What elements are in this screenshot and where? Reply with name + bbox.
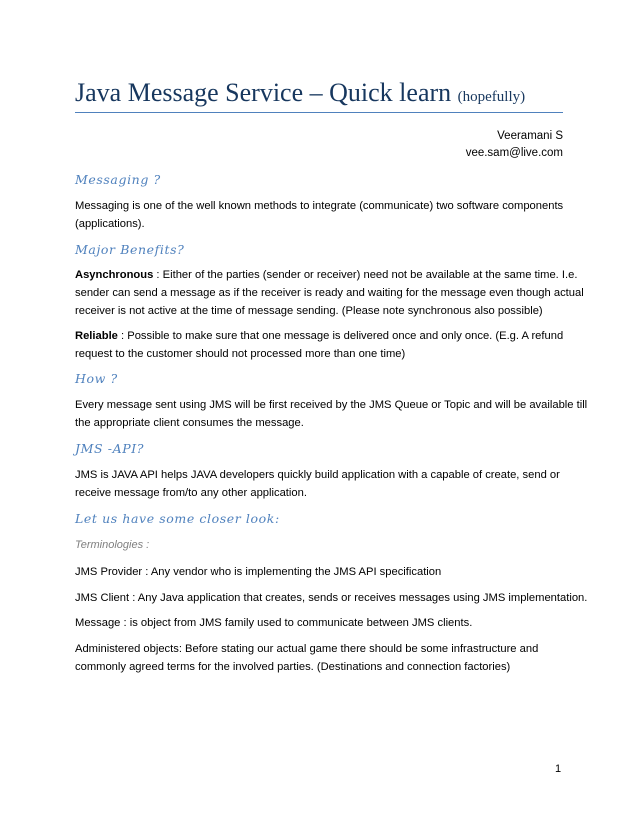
asynchronous-line-1	[75, 266, 578, 284]
how-line-2: the appropriate client consumes the message.	[75, 417, 304, 429]
author-name: Veeramani S	[497, 130, 563, 142]
asynchronous-text: : Either of the parties (sender or receiver) need not be available at the same time. I.e.	[153, 269, 578, 281]
reliable-text: : Possible to make sure that one message is delivered once and only once. (E.g. A refund	[117, 330, 564, 342]
jms-provider-definition: JMS Provider : Any vendor who is implementing the JMS API specification	[75, 566, 442, 578]
message-definition: Message : is object from JMS family used to communicate between JMS clients.	[75, 617, 473, 629]
reliable-line-2: request to the customer should not processed more than one time)	[75, 348, 406, 360]
heading-jms-api: JMS -API?	[75, 441, 145, 456]
heading-how: How ?	[75, 371, 118, 386]
how-line-1: Every message sent using JMS will be first received by the JMS Queue or Topic and will be available till	[75, 399, 588, 411]
heading-closer-look: Let us have some closer look:	[75, 511, 280, 526]
title-main: Java Message Service – Quick learn	[75, 78, 452, 107]
reliable-term: Reliable	[75, 330, 118, 342]
title-underline	[75, 112, 563, 113]
asynchronous-line-2: sender can send a message as if the receiver is ready and waiting for the message even though actual	[75, 287, 584, 299]
administered-objects-line-1: Administered objects: Before stating our actual game there should be some infrastructure and	[75, 643, 539, 655]
jms-client-definition: JMS Client : Any Java application that creates, sends or receives messages using JMS implementation.	[75, 592, 588, 604]
terminologies-label: Terminologies :	[75, 539, 150, 551]
administered-objects-line-2: commonly agreed terms for the involved parties. (Destinations and connection factories)	[75, 661, 511, 673]
asynchronous-line-3: receiver is not active at the time of message sending. (Please note synchronous also possible)	[75, 305, 543, 317]
document-title	[75, 78, 563, 112]
title-suffix: (hopefully)	[457, 89, 526, 105]
author-email: vee.sam@live.com	[465, 147, 563, 159]
api-line-1: JMS is JAVA API helps JAVA developers quickly build application with a capable of create, send or	[75, 469, 560, 481]
page-number: 1	[555, 763, 562, 775]
heading-messaging: Messaging ?	[75, 172, 161, 187]
heading-major-benefits: Major Benefits?	[75, 242, 185, 257]
reliable-line-1	[75, 327, 565, 345]
messaging-line-1: Messaging is one of the well known methods to integrate (communicate) two software components	[75, 200, 564, 212]
asynchronous-term: Asynchronous	[75, 269, 154, 281]
messaging-line-2: (applications).	[75, 218, 145, 230]
api-line-2: receive message from/to any other application.	[75, 487, 307, 499]
